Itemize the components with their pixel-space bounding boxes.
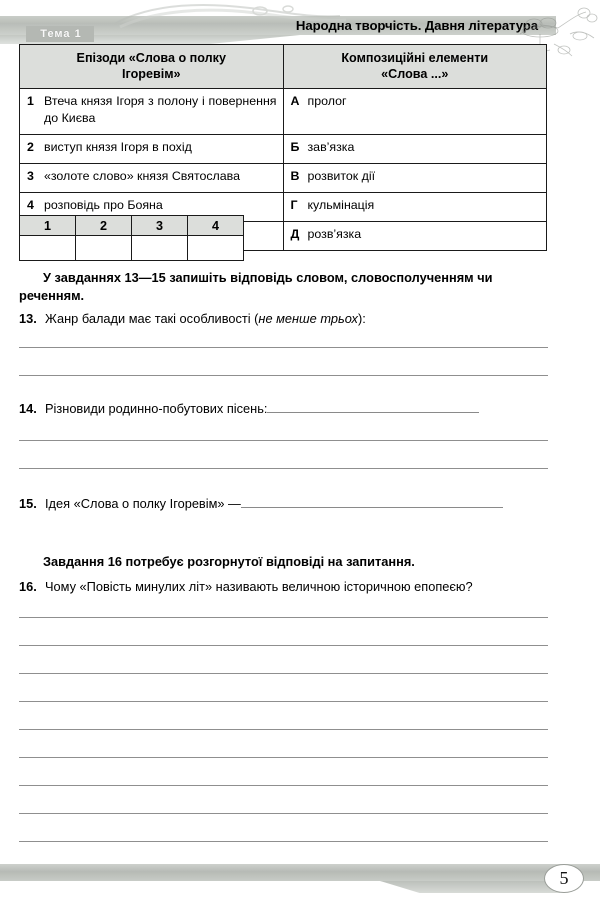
element-marker-v: В: [290, 169, 300, 183]
answer-line-14-1[interactable]: [19, 440, 548, 441]
element-marker-b: Б: [290, 140, 300, 154]
page-header: [0, 12, 600, 40]
column-header-elements: [283, 45, 547, 89]
question-16-number: 16.: [19, 579, 37, 594]
question-16-text-before: Чому «Повість минулих літ» називають величною історичною епопеєю?: [45, 579, 473, 594]
element-marker-d: Д: [290, 227, 300, 241]
answer-grid-header-3: 3: [132, 216, 188, 236]
question-14-text-before: Різновиди родинно-побутових пісень:: [45, 401, 268, 416]
table-row: [20, 89, 547, 135]
episode-cell-2[interactable]: [20, 135, 284, 164]
element-cell-a[interactable]: [283, 89, 547, 135]
answer-line-16-7[interactable]: [19, 785, 548, 786]
answer-line-15-inline[interactable]: [241, 496, 503, 508]
question-14: [19, 400, 553, 418]
instruction-13-15: У завданнях 13—15 запишіть відповідь словом, словосполученням чи реченням.: [19, 270, 493, 303]
footer-band-taper: [380, 881, 560, 893]
table-header-row: [20, 45, 547, 89]
question-13-text-before: Жанр балади має такі особливості (: [45, 311, 259, 326]
instruction-16: Завдання 16 потребує розгорнутої відповіді на запитання.: [43, 554, 415, 569]
answer-cell-2[interactable]: [76, 236, 132, 261]
episode-cell-3[interactable]: [20, 164, 284, 193]
page-number: 5: [544, 864, 584, 893]
episode-marker-2: 2: [27, 140, 34, 154]
answer-line-13-2[interactable]: [19, 375, 548, 376]
answer-line-16-4[interactable]: [19, 701, 548, 702]
answer-line-16-5[interactable]: [19, 729, 548, 730]
column-header-elements-line2: «Слова ...»: [381, 67, 449, 81]
episode-marker-4: 4: [27, 198, 34, 212]
answer-line-16-2[interactable]: [19, 645, 548, 646]
question-15-text-before: Ідея «Слова о полку Ігоревім» —: [45, 496, 241, 511]
element-marker-g: Г: [290, 198, 298, 212]
answer-grid: [19, 215, 244, 261]
answer-grid-input-row: [20, 236, 244, 261]
episode-marker-1: 1: [27, 94, 34, 108]
episode-marker-3: 3: [27, 169, 34, 183]
answer-line-16-9[interactable]: [19, 841, 548, 842]
table-row: [20, 164, 547, 193]
element-text-b: зав’язка: [307, 140, 355, 154]
question-15-number: 15.: [19, 496, 37, 511]
column-header-episodes-line1: Епізоди «Слова о полку: [76, 51, 226, 65]
episode-text-2: виступ князя Ігоря в похід: [44, 140, 192, 154]
question-13-number: 13.: [19, 311, 37, 326]
episode-cell-1[interactable]: [20, 89, 284, 135]
element-cell-g[interactable]: [283, 193, 547, 222]
answer-cell-3[interactable]: [132, 236, 188, 261]
theme-label: Тема 1: [40, 28, 82, 40]
element-text-a: пролог: [307, 94, 347, 108]
question-16: [19, 578, 553, 596]
table-row: [20, 135, 547, 164]
answer-grid-header-row: [20, 216, 244, 236]
question-13: [19, 310, 553, 328]
answer-line-16-6[interactable]: [19, 757, 548, 758]
answer-line-13-1[interactable]: [19, 347, 548, 348]
answer-line-16-1[interactable]: [19, 617, 548, 618]
column-header-episodes-line2: Ігоревім»: [121, 67, 181, 81]
answer-grid-header-4: 4: [188, 216, 244, 236]
episode-text-4: розповідь про Бояна: [44, 198, 163, 212]
column-header-episodes: [20, 45, 284, 89]
answer-grid-header-1: 1: [20, 216, 76, 236]
column-header-elements-line1: Композиційні елементи: [341, 51, 489, 65]
element-cell-d[interactable]: [283, 222, 547, 251]
element-text-g: кульмінація: [307, 198, 375, 212]
footer-band: [0, 864, 600, 881]
page-title: Народна творчість. Давня література: [295, 18, 538, 33]
answer-grid-header-2: 2: [76, 216, 132, 236]
question-14-number: 14.: [19, 401, 37, 416]
answer-cell-1[interactable]: [20, 236, 76, 261]
element-text-d: розв’язка: [307, 227, 362, 241]
question-13-italic: не менше трьох: [258, 311, 358, 326]
element-marker-a: А: [290, 94, 300, 108]
answer-line-14-2[interactable]: [19, 468, 548, 469]
episode-text-3: «золоте слово» князя Святослава: [44, 169, 241, 183]
element-cell-b[interactable]: [283, 135, 547, 164]
question-15: [19, 495, 553, 513]
answer-line-16-3[interactable]: [19, 673, 548, 674]
answer-line-14-inline[interactable]: [267, 401, 479, 413]
answer-cell-4[interactable]: [188, 236, 244, 261]
element-cell-v[interactable]: [283, 164, 547, 193]
question-13-text-after: ):: [357, 311, 366, 326]
answer-line-16-8[interactable]: [19, 813, 548, 814]
episode-text-1: Втеча князя Ігоря з полону і повернення до Києва: [44, 94, 277, 125]
element-text-v: розвиток дії: [307, 169, 376, 183]
